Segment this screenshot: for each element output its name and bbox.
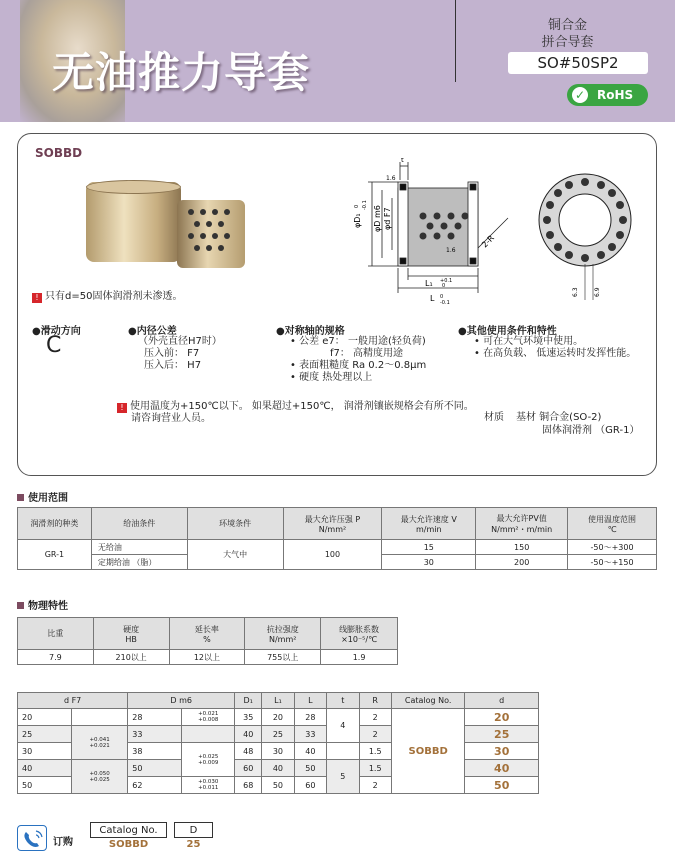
size-row: 25 +0.041 +0.021 33 40 25 33 2 25 — [18, 726, 539, 743]
order-catalog-value: SOBBD — [108, 839, 149, 851]
usage-header-speed: 最大允许速度 V m/min — [382, 508, 476, 540]
usage-temp: -50～+150 — [568, 555, 657, 570]
usage-temp: -50～+300 — [568, 540, 657, 555]
dim-L1-tol-top: +0.1 — [440, 278, 453, 284]
shaft-item-1: • 公差 e7： 一般用途(轻负荷) — [290, 336, 426, 347]
dim-R: 2-R — [480, 233, 496, 250]
product-code: SO#50SP2 — [508, 52, 648, 74]
order-D-value: 25 — [186, 839, 201, 851]
order-header-D: D — [175, 823, 213, 838]
dim-1-6-inner: 1.6 — [446, 247, 456, 254]
usage-header-lubricant: 润滑剂的种类 — [18, 508, 92, 540]
size-t-b: 5 — [327, 760, 359, 794]
page-title: 无油推力导套 — [52, 48, 311, 97]
dim-d: φd F7 — [383, 207, 392, 230]
phone-order-icon — [17, 825, 47, 851]
dim-6-9: 6.9 — [594, 287, 601, 297]
size-header-catalog: Catalog No. — [391, 693, 465, 709]
size-header-D: D m6 — [128, 693, 235, 709]
other-heading: ●其他使用条件和特性 — [458, 326, 557, 337]
dim-L1-tol-bot: 0 — [442, 283, 446, 289]
size-header-L: L — [294, 693, 326, 709]
lubricant-dots — [177, 200, 247, 270]
physical-hardness: 210以上 — [93, 650, 169, 665]
usage-pressure: 100 — [283, 540, 382, 570]
dim-6-3: 6.3 — [572, 287, 579, 297]
size-row: 30 38 +0.025 +0.009 48 30 40 1.5 30 — [18, 743, 539, 760]
physical-header-density: 比重 — [18, 618, 94, 650]
usage-row — [18, 540, 657, 555]
usage-header-pressure: 最大允许压强 P N/mm² — [283, 508, 382, 540]
size-header-t: t — [327, 693, 359, 709]
bore-line-1: （外壳直径H7时） — [138, 336, 222, 347]
physical-density: 7.9 — [18, 650, 94, 665]
end-view-drawing — [533, 172, 643, 302]
usage-speed: 15 — [382, 540, 476, 555]
size-t-a: 4 — [327, 709, 359, 743]
material-label: 材质 — [484, 412, 504, 423]
size-row: 40 +0.050 +0.025 50 60 40 50 5 1.5 40 — [18, 760, 539, 777]
size-catalog: SOBBD — [391, 709, 465, 794]
size-header-R: R — [359, 693, 391, 709]
dim-D1: φD₁ — [353, 213, 362, 228]
material-base: 基材 铜合金(SO-2) — [516, 412, 602, 423]
physical-header-tensile: 抗拉强度 N/mm² — [245, 618, 321, 650]
order-label: 订购 — [53, 837, 73, 848]
dim-L: L — [430, 294, 435, 303]
temperature-note: ! 使用温度为+150℃以下。 如果超过+150℃， 润滑剂镶嵌规格会有所不同。 请咨询营业人员。 — [131, 401, 591, 425]
physical-header-elongation: 延长率 % — [169, 618, 245, 650]
category-line-2: 拼合导套 — [541, 35, 594, 50]
bushing-photo-top — [86, 180, 181, 194]
physical-table — [17, 617, 398, 665]
header-divider — [455, 0, 456, 82]
dim-L-tol-bot: -0.1 — [440, 300, 450, 306]
cross-section-drawing — [330, 158, 520, 313]
usage-header-temp: 使用温度范围 ℃ — [568, 508, 657, 540]
physical-row — [18, 650, 398, 665]
size-header-D1: D₁ — [235, 693, 262, 709]
dim-L1: L₁ — [425, 279, 433, 288]
usage-speed: 30 — [382, 555, 476, 570]
usage-oil: 无给油 — [91, 540, 187, 555]
dim-D1-tol-top: 0 — [354, 204, 360, 208]
physical-tensile: 755以上 — [245, 650, 321, 665]
rohs-badge: RoHS — [567, 84, 648, 106]
size-row: 50 62 +0.030 +0.011 68 50 60 2 50 — [18, 777, 539, 794]
shaft-item-2: f7： 高精度用途 — [330, 348, 404, 359]
size-header-d2: d — [465, 693, 539, 709]
usage-pv: 200 — [476, 555, 568, 570]
dim-1-6-top: 1.6 — [386, 175, 396, 182]
product-name: SOBBD — [35, 146, 83, 160]
size-table — [17, 692, 539, 794]
check-icon: ✓ — [572, 87, 588, 103]
usage-section-title: 使用范围 — [17, 489, 68, 504]
usage-header-pv: 最大允许PV值 N/mm²・m/min — [476, 508, 568, 540]
bore-line-3: 压入后： H7 — [144, 360, 202, 371]
usage-lubricant: GR-1 — [18, 540, 92, 570]
physical-expansion: 1.9 — [321, 650, 398, 665]
physical-header-hardness: 硬度 HB — [93, 618, 169, 650]
order-table — [90, 822, 213, 852]
usage-oil: 定期给油 （脂） — [91, 555, 187, 570]
bushing-photo-large — [86, 182, 181, 262]
dim-t: t — [401, 158, 404, 164]
usage-pv: 150 — [476, 540, 568, 555]
physical-header-expansion: 线膨胀系数 ×10⁻⁵/℃ — [321, 618, 398, 650]
dim-L-tol-top: 0 — [440, 294, 444, 300]
order-header-catalog: Catalog No. — [91, 823, 167, 838]
warning-icon: ! — [117, 403, 127, 413]
physical-section-title: 物理特性 — [17, 597, 68, 612]
usage-header-environment: 环境条件 — [187, 508, 283, 540]
shaft-item-3: • 表面粗糙度 Ra 0.2～0.8μm — [290, 360, 427, 371]
material-lubricant: 固体润滑剂 （GR-1） — [542, 425, 640, 436]
size-header-L1: L₁ — [262, 693, 294, 709]
d50-warning: ! 只有d=50固体润滑剂未渗透。 — [32, 287, 182, 303]
dim-D: φD m6 — [373, 205, 382, 232]
other-item-1: • 可在大气环境中使用。 — [474, 336, 584, 347]
category-line-1: 铜合金 — [547, 18, 587, 33]
warning-icon: ! — [32, 293, 42, 303]
usage-environment: 大气中 — [187, 540, 283, 570]
bore-line-2: 压入前： F7 — [144, 348, 200, 359]
size-row: 20 28 +0.021 +0.008 35 20 28 4 2 SOBBD 20 — [18, 709, 539, 726]
dim-D1-tol-bot: -0.1 — [362, 200, 368, 210]
sliding-heading: ●滑动方向 — [32, 326, 81, 337]
shaft-item-4: • 硬度 热处理以上 — [290, 372, 373, 383]
shaft-heading: ●对称轴的规格 — [276, 326, 345, 337]
usage-table — [17, 507, 657, 570]
size-header-d: d F7 — [18, 693, 128, 709]
bore-tolerance-heading: ●内径公差 — [128, 326, 177, 337]
rotation-arrow-icon: C — [46, 333, 62, 358]
other-item-2: • 在高负载、 低速运转时发挥性能。 — [474, 348, 637, 359]
physical-elongation: 12以上 — [169, 650, 245, 665]
usage-header-oil: 给油条件 — [91, 508, 187, 540]
